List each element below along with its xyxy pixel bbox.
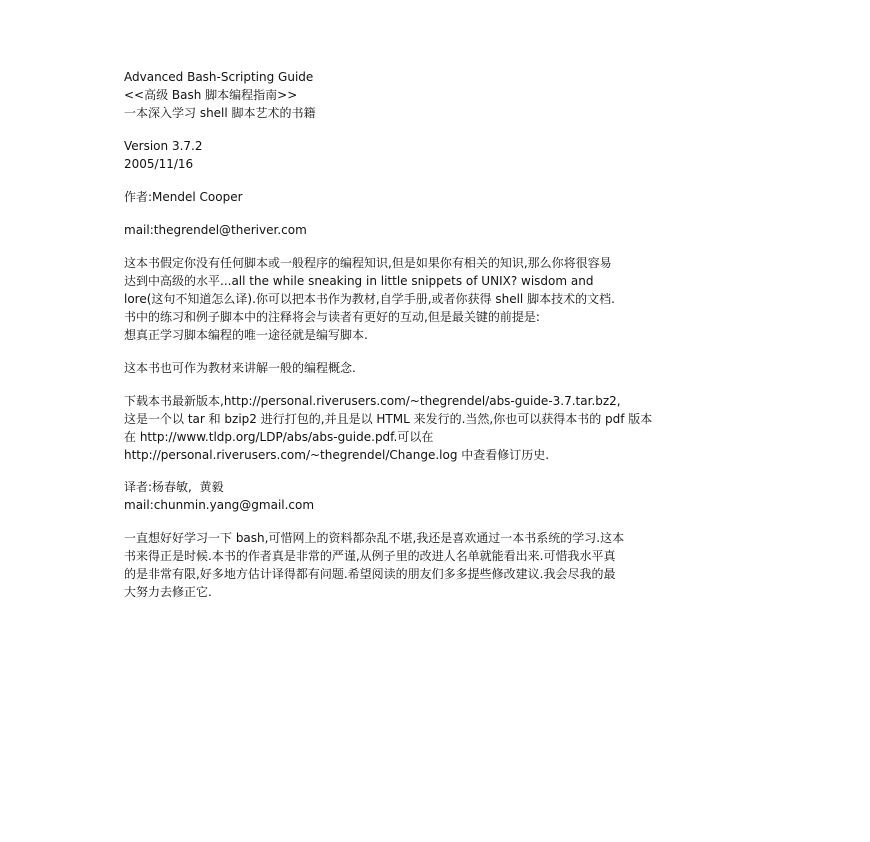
doc-version: Version 3.7.2 <box>124 139 203 153</box>
intro-line: 这本书假定你没有任何脚本或一般程序的编程知识,但是如果你有相关的知识,那么你将很容易 <box>124 256 612 270</box>
translator-mail: mail:chunmin.yang@gmail.com <box>124 498 315 512</box>
note-line: 书来得正是时候.本书的作者真是非常的严谨,从例子里的改进人名单就能看出来.可惜我水平真 <box>124 549 616 563</box>
translator-line: 译者:杨春敏, 黄毅 <box>124 480 224 494</box>
intro-line: 达到中高级的水平...all the while sneaking in little snippets of UNIX? wisdom and <box>124 274 594 288</box>
download-line: 在 http://www.tldp.org/LDP/abs/abs-guide.pdf.可以在 <box>124 430 434 444</box>
teaching-line: 这本书也可作为教材来讲解一般的编程概念. <box>124 361 356 375</box>
doc-title: Advanced Bash-Scripting Guide <box>124 70 314 84</box>
doc-date: 2005/11/16 <box>124 157 194 171</box>
download-line: 这是一个以 tar 和 bzip2 进行打包的,并且是以 HTML 来发行的.当然,你也可以获得本书的 pdf 版本 <box>124 412 653 426</box>
download-line: 下载本书最新版本,http://personal.riverusers.com/~thegrendel/abs-guide-3.7.tar.bz2, <box>124 394 621 408</box>
document-page <box>124 68 824 601</box>
note-line: 的是非常有限,好多地方估计译得都有问题.希望阅读的朋友们多多提些修改建议.我会尽我的最 <box>124 567 616 581</box>
doc-author: 作者:Mendel Cooper <box>124 190 243 204</box>
intro-line: 想真正学习脚本编程的唯一途径就是编写脚本. <box>124 328 368 342</box>
note-line: 一直想好好学习一下 bash,可惜网上的资料都杂乱不堪,我还是喜欢通过一本书系统的学习.这本 <box>124 531 625 545</box>
intro-line: lore(这句不知道怎么译).你可以把本书作为教材,自学手册,或者你获得 shell 脚本技术的文档. <box>124 292 615 306</box>
doc-title-cn: <<高级 Bash 脚本编程指南>> <box>124 88 298 102</box>
note-line: 大努力去修正它. <box>124 585 212 599</box>
doc-author-mail: mail:thegrendel@theriver.com <box>124 223 307 237</box>
download-line: http://personal.riverusers.com/~thegrendel/Change.log 中查看修订历史. <box>124 448 550 462</box>
intro-line: 书中的练习和例子脚本中的注释将会与读者有更好的互动,但是最关键的前提是: <box>124 310 540 324</box>
doc-subtitle: 一本深入学习 shell 脚本艺术的书籍 <box>124 106 316 120</box>
